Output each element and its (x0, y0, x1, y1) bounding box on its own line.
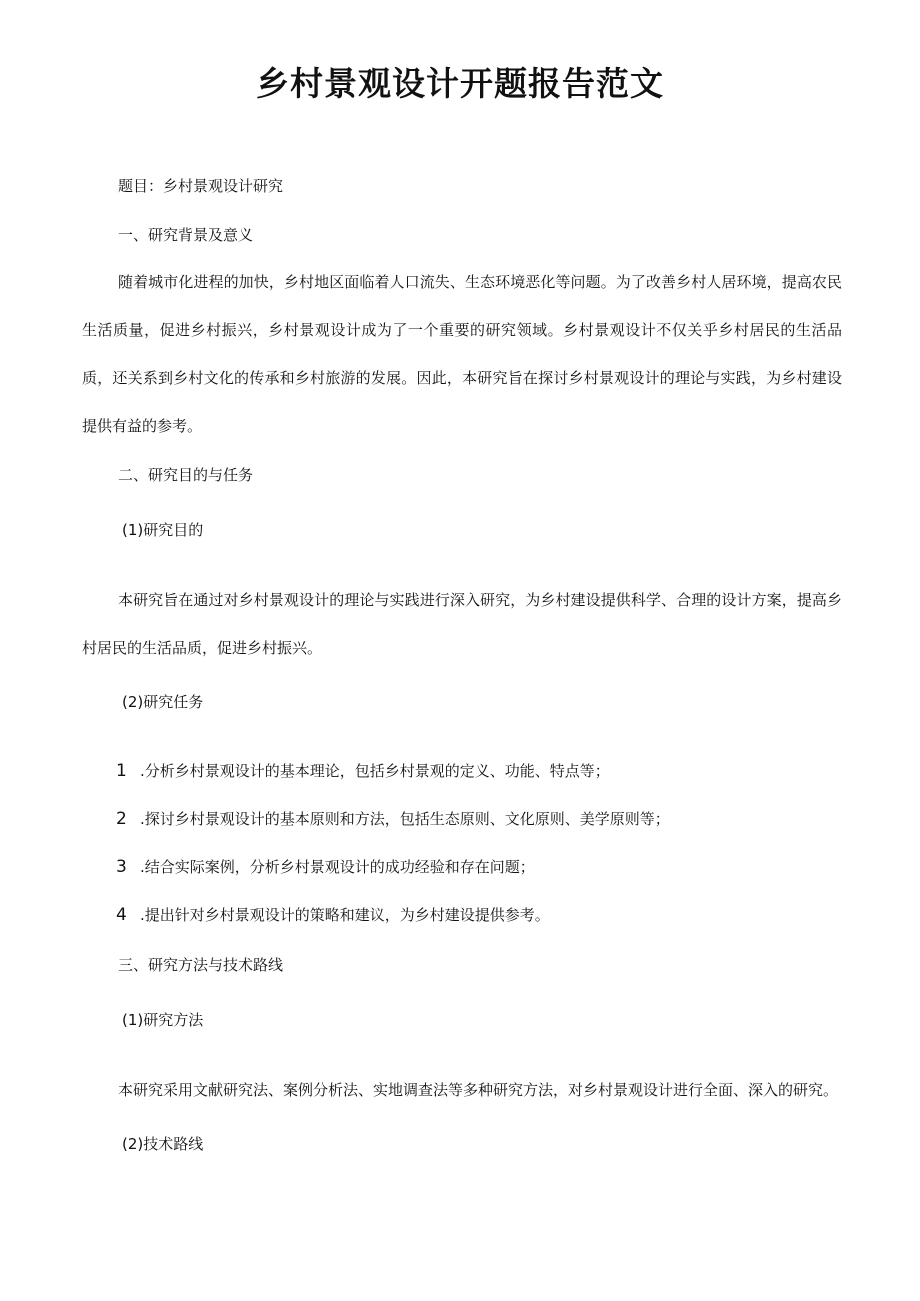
methods-paragraph: 本研究采用文献研究法、案例分析法、实地调查法等多种研究方法，对乡村景观设计进行全面、深入的研究。 (118, 1081, 839, 1099)
topic-line: 题目：乡村景观设计研究 (118, 177, 284, 195)
task-number: 4 (116, 905, 127, 925)
task-item (116, 761, 610, 781)
document-title: 乡村景观设计开题报告范文 (256, 64, 664, 103)
task-number: 2 (116, 809, 127, 829)
subheading-technical-route: (2)技术路线 (122, 1135, 204, 1153)
section-heading-objectives: 二、研究目的与任务 (118, 466, 254, 484)
subheading-research-tasks: (2)研究任务 (122, 693, 204, 711)
task-text: .结合实际案例，分析乡村景观设计的成功经验和存在问题； (140, 858, 535, 876)
task-text: .探讨乡村景观设计的基本原则和方法，包括生态原则、文化原则、美学原则等； (140, 810, 670, 828)
subheading-research-methods: (1)研究方法 (122, 1011, 204, 1029)
task-number: 1 (116, 761, 127, 781)
purpose-paragraph: 本研究旨在通过对乡村景观设计的理论与实践进行深入研究，为乡村建设提供科学、合理的设计方案，提高乡村居民的生活品质，促进乡村振兴。 (82, 591, 842, 657)
section-heading-background: 一、研究背景及意义 (118, 226, 254, 244)
task-item (116, 809, 670, 829)
background-paragraph: 随着城市化进程的加快，乡村地区面临着人口流失、生态环境恶化等问题。为了改善乡村人居环境，提高农民生活质量，促进乡村振兴，乡村景观设计成为了一个重要的研究领域。乡村景观设计不仅关乎乡村居民的生活品质，还关系到乡村文化的传承和乡村旅游的发展。因此，本研究旨在探讨乡村景观设计的理论与实践，为乡村建设提供有益的参考。 (82, 273, 842, 435)
task-item (116, 905, 550, 925)
task-text: .分析乡村景观设计的基本理论，包括乡村景观的定义、功能、特点等； (140, 762, 610, 780)
task-number: 3 (116, 857, 127, 877)
section-heading-methods: 三、研究方法与技术路线 (118, 956, 284, 974)
subheading-research-purpose: (1)研究目的 (122, 521, 204, 539)
task-text: .提出针对乡村景观设计的策略和建议，为乡村建设提供参考。 (140, 906, 550, 924)
task-item (116, 857, 535, 877)
